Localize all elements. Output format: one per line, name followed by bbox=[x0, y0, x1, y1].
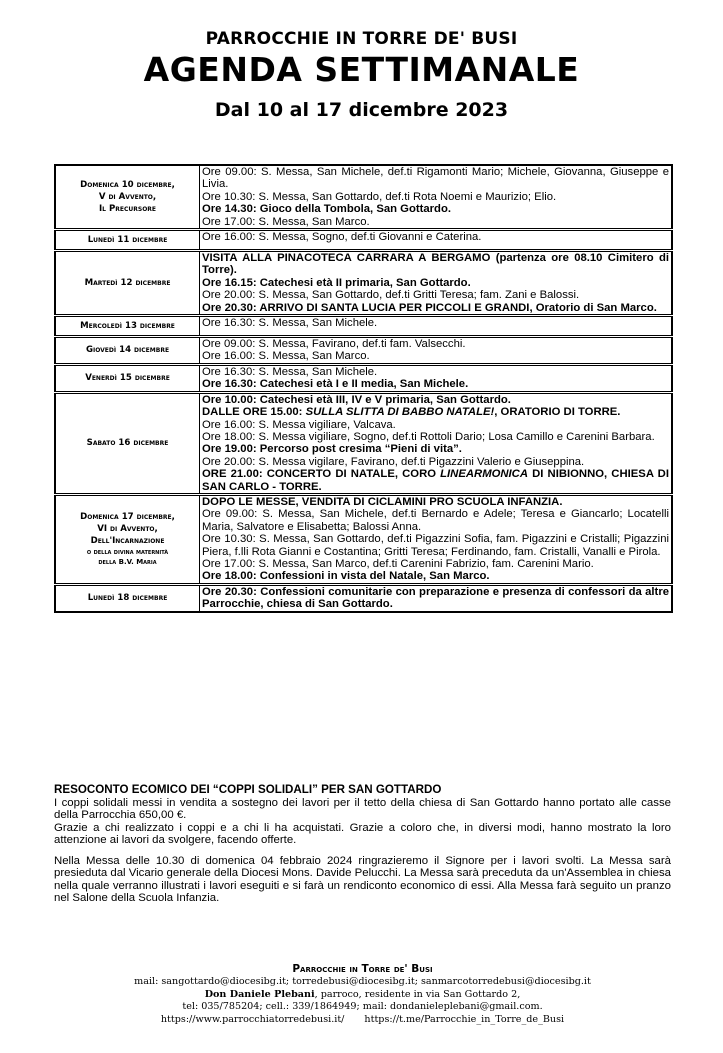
day-label: Lunedì 11 dicembre bbox=[87, 235, 168, 246]
event-item bbox=[202, 406, 669, 418]
events-cell bbox=[200, 230, 673, 251]
day-cell bbox=[55, 584, 200, 611]
event-item: Ore 16.00: S. Messa, San Marco. bbox=[202, 350, 370, 363]
day-note: o della divina maternità bbox=[86, 548, 169, 557]
day-label: Domenica 17 dicembre, bbox=[80, 512, 175, 523]
report-title: RESOCONTO ECOMICO DEI “COPPI SOLIDALI” PER SAN GOTTARDO bbox=[54, 783, 442, 796]
priest-info: , parroco, residente in via San Gottardo 2, bbox=[314, 988, 521, 1000]
agenda-row bbox=[55, 230, 672, 251]
day-cell bbox=[55, 364, 200, 392]
day-label: Domenica 10 dicembre, bbox=[80, 180, 175, 191]
agenda-row bbox=[55, 392, 672, 494]
event-item: Ore 09.00: S. Messa, San Michele, def.ti Bernardo e Adele; Teresa e Giancarlo; Locatelli Maria, Salvatore e Elisabetta; Balossi Anna. bbox=[202, 508, 669, 533]
events-cell bbox=[200, 392, 673, 494]
event-item: Ore 09.00: S. Messa, Favirano, def.ti fam. Valsecchi. bbox=[202, 338, 466, 351]
day-label: Venerdì 15 dicembre bbox=[85, 373, 170, 384]
event-item: Ore 10.30: S. Messa, San Gottardo, def.ti Pigazzini Sofia, fam. Pigazzini e Cristalli; Pigazzini Piera, f.lli Rota Gianni e Costantina; Gritti Teresa; Ferdinando, fam. Cristalli, Vanalli e Pirola. bbox=[202, 533, 669, 558]
event-item: Ore 20.00: S. Messa vigilare, Favirano, def.ti Pigazzini Valerio e Giuseppina. bbox=[202, 455, 585, 468]
day-cell bbox=[55, 392, 200, 494]
day-note: della B.V. Maria bbox=[98, 558, 157, 567]
day-cell bbox=[55, 251, 200, 316]
report-paragraph: Grazie a chi realizzato i coppi e a chi li ha acquistati. Grazie a coloro che, in diversi modi, hanno mostrato la loro attenzione ai lavori da svolgere, facendo offerte. bbox=[54, 821, 671, 846]
event-text: DI NIBIONNO, CHIESA DI SAN CARLO - TORRE. bbox=[202, 468, 669, 493]
event-item: Ore 09.00: S. Messa, San Michele, def.ti Rigamonti Mario; Michele, Giovanna, Giuseppe e Livia. bbox=[202, 166, 669, 191]
event-item: Ore 18.00: Confessioni in vista del Natale, San Marco. bbox=[202, 570, 490, 583]
events-cell bbox=[200, 364, 673, 392]
day-label: Mercoledì 13 dicembre bbox=[80, 321, 175, 332]
events-cell bbox=[200, 494, 673, 584]
event-text: ORE 21.00: CONCERTO DI NATALE, CORO bbox=[202, 468, 441, 481]
page-title: AGENDA SETTIMANALE bbox=[143, 50, 580, 89]
day-label: Martedì 12 dicembre bbox=[84, 278, 171, 289]
events-cell bbox=[200, 165, 673, 230]
event-item: Ore 19.00: Percorso post cresima “Pieni di vita”. bbox=[202, 443, 462, 456]
agenda-row bbox=[55, 165, 672, 230]
day-label: Il Precursore bbox=[98, 204, 157, 215]
website-link[interactable]: https://www.parrocchiatorredebusi.it/ bbox=[160, 1014, 345, 1026]
event-item bbox=[202, 468, 669, 493]
event-item: VISITA ALLA PINACOTECA CARRARA A BERGAMO (partenza ore 08.10 Cimitero di Torre). bbox=[202, 252, 669, 277]
footer bbox=[54, 963, 671, 1027]
footer-contacts: tel: 035/785204; cell.: 339/1864949; mail: dondanieleplebani@gmail.com. bbox=[182, 1001, 543, 1013]
event-item: Ore 16.30: S. Messa, San Michele. bbox=[202, 317, 378, 330]
telegram-link[interactable]: https://t.me/Parrocchie_in_Torre_de_Busi bbox=[364, 1014, 565, 1026]
day-cell bbox=[55, 337, 200, 365]
event-item: Ore 10.30: S. Messa, San Gottardo, def.ti Rota Noemi e Maurizio; Elio. bbox=[202, 190, 557, 203]
org-heading: PARROCCHIE IN TORRE DE' BUSI bbox=[205, 29, 518, 49]
day-label: Sabato 16 dicembre bbox=[86, 438, 169, 449]
event-item: DOPO LE MESSE, VENDITA DI CICLAMINI PRO SCUOLA INFANZIA. bbox=[202, 495, 563, 508]
event-item: Ore 16.30: S. Messa, San Michele. bbox=[202, 365, 378, 378]
event-item: Ore 17.00: S. Messa, San Marco. bbox=[202, 215, 370, 228]
event-highlight: LINEARMONICA bbox=[440, 468, 529, 481]
event-item: Ore 14.30: Gioco della Tombola, San Gottardo. bbox=[202, 203, 452, 216]
events-cell bbox=[200, 251, 673, 316]
event-item: Ore 17.00: S. Messa, San Marco, def.ti Carenini Fabrizio, fam. Carenini Mario. bbox=[202, 557, 594, 570]
day-cell bbox=[55, 316, 200, 337]
day-label: Lunedì 18 dicembre bbox=[87, 593, 168, 604]
weekly-agenda-table bbox=[54, 164, 673, 613]
event-text: , ORATORIO DI TORRE. bbox=[494, 406, 621, 419]
event-item: Ore 20.30: Confessioni comunitarie con preparazione e presenza di confessori da altre Parrocchie, chiesa di San Gottardo. bbox=[202, 585, 669, 611]
footer-priest bbox=[54, 989, 671, 1002]
event-item: Ore 16.15: Catechesi età II primaria, San Gottardo. bbox=[202, 276, 471, 289]
agenda-row bbox=[55, 316, 672, 337]
event-item: Ore 16.00: S. Messa vigiliare, Valcava. bbox=[202, 418, 396, 431]
event-item: Ore 20.30: ARRIVO DI SANTA LUCIA PER PICCOLI E GRANDI, Oratorio di San Marco. bbox=[202, 301, 657, 314]
event-item: Ore 16.00: S. Messa, Sogno, def.ti Giovanni e Caterina. bbox=[202, 231, 482, 244]
event-item: Ore 20.00: S. Messa, San Gottardo, def.ti Gritti Teresa; fam. Zani e Balossi. bbox=[202, 289, 580, 302]
day-label: Giovedì 14 dicembre bbox=[85, 345, 170, 356]
agenda-row bbox=[55, 251, 672, 316]
events-cell bbox=[200, 584, 673, 611]
agenda-row bbox=[55, 337, 672, 365]
agenda-row bbox=[55, 584, 672, 611]
event-item: Ore 10.00: Catechesi età III, IV e V primaria, San Gottardo. bbox=[202, 393, 511, 406]
event-item: Ore 18.00: S. Messa vigiliare, Sogno, def.ti Rottoli Dario; Losa Camillo e Carenini Barbara. bbox=[202, 430, 655, 443]
report-paragraph: I coppi solidali messi in vendita a sostegno dei lavori per il tetto della chiesa di San Gottardo hanno portato alle casse della Parrocchia 650,00 €. bbox=[54, 796, 671, 821]
date-range: Dal 10 al 17 dicembre 2023 bbox=[214, 99, 509, 121]
footer-links bbox=[54, 1014, 671, 1027]
event-text: DALLE ORE 15.00: bbox=[202, 406, 306, 419]
event-highlight: SULLA SLITTA DI BABBO NATALE! bbox=[305, 406, 495, 419]
events-cell bbox=[200, 337, 673, 365]
day-cell bbox=[55, 494, 200, 584]
day-cell bbox=[55, 230, 200, 251]
event-item: Ore 16.30: Catechesi età I e II media, San Michele. bbox=[202, 378, 469, 391]
footer-mail: mail: sangottardo@diocesibg.it; torredebusi@diocesibg.it; sanmarcotorredebusi@diocesibg.it bbox=[134, 975, 591, 987]
agenda-row bbox=[55, 494, 672, 584]
day-label: VI di Avvento, bbox=[97, 524, 158, 535]
day-label: V di Avvento, bbox=[98, 192, 157, 203]
day-cell bbox=[55, 165, 200, 230]
financial-report bbox=[54, 784, 671, 905]
page-header bbox=[0, 29, 723, 121]
footer-org: Parrocchie in Torre de' Busi bbox=[292, 963, 433, 975]
day-label: Dell'Incarnazione bbox=[90, 536, 165, 547]
agenda-row bbox=[55, 364, 672, 392]
events-cell bbox=[200, 316, 673, 337]
report-paragraph: Nella Messa delle 10.30 di domenica 04 febbraio 2024 ringrazieremo il Signore per i lavori svolti. La Messa sarà presieduta dal Vicario generale della Diocesi Mons. Davide Pelucchi. La Messa sarà preceduta da un'Assemblea in chiesa nella quale verranno illustrati i lavori eseguiti e si farà un rendiconto economico di essi. Alla Messa farà seguito un pranzo nel Salone della Scuola Infanzia. bbox=[54, 854, 671, 904]
priest-name: Don Daniele Plebani bbox=[204, 988, 315, 1000]
